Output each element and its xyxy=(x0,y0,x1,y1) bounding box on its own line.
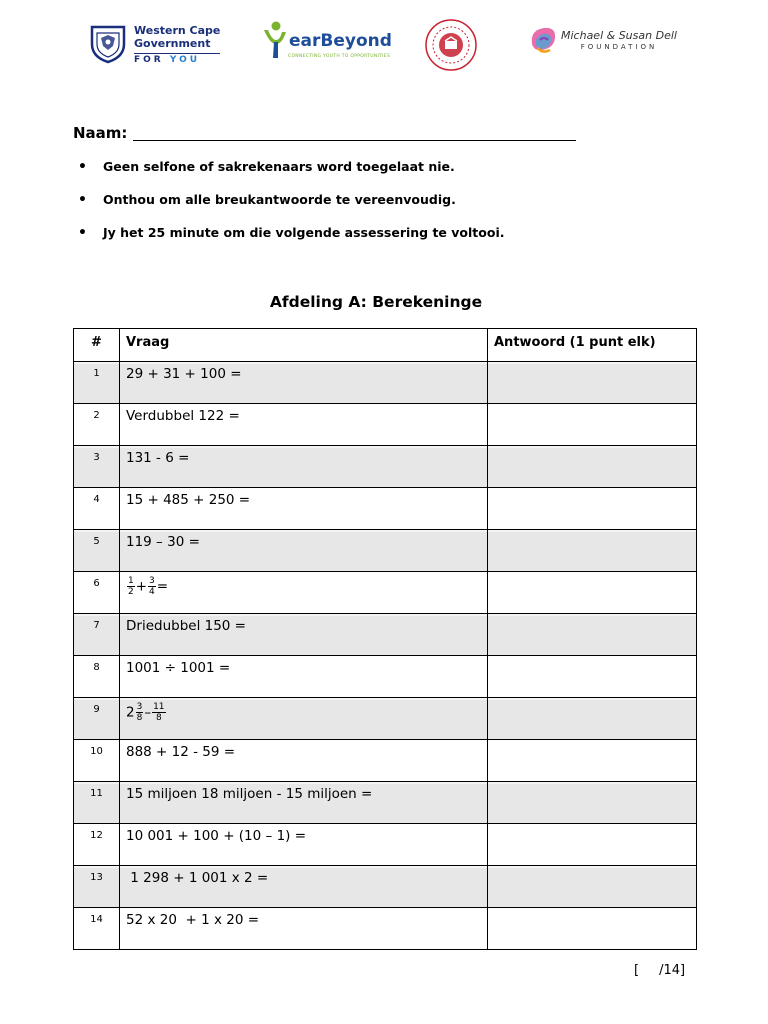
instructions-list xyxy=(73,158,504,257)
dell-line-1: Michael & Susan Dell xyxy=(561,29,677,42)
answer-cell[interactable] xyxy=(488,908,697,950)
answer-cell[interactable] xyxy=(488,656,697,698)
table-row xyxy=(74,908,697,950)
table-row xyxy=(74,824,697,866)
fraction-denominator: 8 xyxy=(155,713,162,723)
answer-cell[interactable] xyxy=(488,572,697,614)
header-number: # xyxy=(74,329,120,362)
question-number: 4 xyxy=(74,488,120,530)
community-seal-logo xyxy=(424,18,478,72)
western-cape-government-logo xyxy=(88,24,220,65)
answer-cell[interactable] xyxy=(488,362,697,404)
fraction-numerator: 3 xyxy=(149,576,155,586)
question-number: 10 xyxy=(74,740,120,782)
wcg-line-1: Western Cape xyxy=(134,24,221,37)
answer-cell[interactable] xyxy=(488,446,697,488)
header-question: Vraag xyxy=(120,329,488,362)
answer-cell[interactable] xyxy=(488,782,697,824)
table-row xyxy=(74,614,697,656)
answer-cell[interactable] xyxy=(488,698,697,740)
table-row xyxy=(74,866,697,908)
answer-cell[interactable] xyxy=(488,404,697,446)
yearbeyond-wordmark xyxy=(289,31,392,51)
table-row xyxy=(74,782,697,824)
question-text: 15 miljoen 18 miljoen - 15 miljoen = xyxy=(120,782,488,824)
table-row xyxy=(74,740,697,782)
table-row xyxy=(74,698,697,740)
question-number: 8 xyxy=(74,656,120,698)
operator: – xyxy=(144,704,152,721)
question-text xyxy=(120,572,488,614)
name-label: Naam: xyxy=(73,124,128,142)
answer-cell[interactable] xyxy=(488,488,697,530)
fraction-denominator: 8 xyxy=(136,713,143,723)
question-text: 888 + 12 - 59 = xyxy=(120,740,488,782)
fraction-denominator: 4 xyxy=(149,587,155,597)
dell-line-2: FOUNDATION xyxy=(580,43,658,51)
question-text: 1001 ÷ 1001 = xyxy=(120,656,488,698)
question-text: 119 – 30 = xyxy=(120,530,488,572)
question-number: 6 xyxy=(74,572,120,614)
question-text: 10 001 + 100 + (10 – 1) = xyxy=(120,824,488,866)
dell-foundation-logo xyxy=(528,24,677,56)
answer-cell[interactable] xyxy=(488,866,697,908)
yearbeyond-tagline: CONNECTING YOUTH TO OPPORTUNITIES xyxy=(288,54,391,59)
answer-cell[interactable] xyxy=(488,530,697,572)
question-text: Verdubbel 122 = xyxy=(120,404,488,446)
yearbeyond-logo xyxy=(262,20,392,62)
question-text: 1 298 + 1 001 x 2 = xyxy=(120,866,488,908)
fraction-denominator: 2 xyxy=(128,587,134,597)
table-row xyxy=(74,530,697,572)
table-row xyxy=(74,446,697,488)
yearbeyond-figure-icon xyxy=(262,20,288,62)
fraction xyxy=(127,576,135,597)
table-row xyxy=(74,572,697,614)
wcg-line-2: Government xyxy=(134,37,211,50)
question-text: 15 + 485 + 250 = xyxy=(120,488,488,530)
answer-cell[interactable] xyxy=(488,614,697,656)
header-answer: Antwoord (1 punt elk) xyxy=(488,329,697,362)
fraction xyxy=(136,702,144,723)
questions-table xyxy=(73,328,697,950)
yb-word-b: earBeyond xyxy=(289,31,392,51)
logo-strip xyxy=(0,18,768,78)
section-title: Afdeling A: Berekeninge xyxy=(269,293,483,311)
wcg-tagline-a: FOR xyxy=(134,55,170,65)
instruction-item: • Geen selfone of sakrekenaars word toegelaat nie. xyxy=(73,158,504,191)
question-number: 7 xyxy=(74,614,120,656)
question-number: 11 xyxy=(74,782,120,824)
score-total: /14] xyxy=(659,963,686,978)
instruction-item: • Jy het 25 minute om die volgende assessering te voltooi. xyxy=(73,224,504,257)
question-text xyxy=(120,698,488,740)
table-header-row xyxy=(74,329,697,362)
dell-foundation-swirl-icon xyxy=(528,24,558,56)
question-number: 14 xyxy=(74,908,120,950)
question-number: 2 xyxy=(74,404,120,446)
table-row xyxy=(74,488,697,530)
answer-cell[interactable] xyxy=(488,824,697,866)
question-text: Driedubbel 150 = xyxy=(120,614,488,656)
question-number: 3 xyxy=(74,446,120,488)
fraction-numerator: 1 xyxy=(128,576,134,586)
wcg-tagline xyxy=(134,53,220,65)
answer-cell[interactable] xyxy=(488,740,697,782)
question-text: 52 x 20 + 1 x 20 = xyxy=(120,908,488,950)
question-number: 1 xyxy=(74,362,120,404)
question-text: 131 - 6 = xyxy=(120,446,488,488)
name-field-line[interactable] xyxy=(133,140,576,141)
fraction-numerator: 11 xyxy=(153,702,165,712)
fraction xyxy=(152,702,165,723)
operator: + xyxy=(135,578,148,595)
table-row xyxy=(74,656,697,698)
coat-of-arms-icon xyxy=(88,24,128,64)
score-open-bracket: [ xyxy=(634,963,640,978)
equals-sign: = xyxy=(156,578,169,595)
question-number: 13 xyxy=(74,866,120,908)
score-box xyxy=(634,963,685,978)
table-row xyxy=(74,362,697,404)
wcg-tagline-b: YOU xyxy=(169,55,201,65)
fraction-numerator: 3 xyxy=(136,702,143,712)
whole-number: 2 xyxy=(126,704,135,721)
fraction xyxy=(148,576,156,597)
question-number: 5 xyxy=(74,530,120,572)
table-row xyxy=(74,404,697,446)
instruction-item: • Onthou om alle breukantwoorde te vereenvoudig. xyxy=(73,191,504,224)
question-number: 9 xyxy=(74,698,120,740)
question-number: 12 xyxy=(74,824,120,866)
question-text: 29 + 31 + 100 = xyxy=(120,362,488,404)
